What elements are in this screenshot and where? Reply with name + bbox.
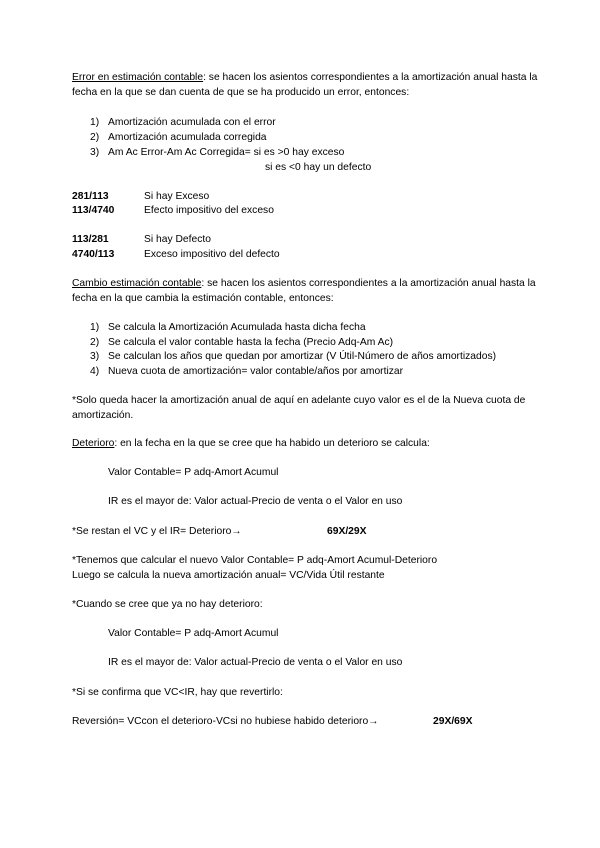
list-item-text: Se calculan los años que quedan por amortizar (V Útil-Número de años amortizados): [108, 351, 497, 362]
deterioro-paragraph: [72, 437, 542, 452]
nuevo-vc-text: *Tenemos que calcular el nuevo Valor Contable= P adq-Amort Acumul-Deterioro: [72, 555, 438, 566]
ir-formula: IR es el mayor de: Valor actual-Precio de venta o el Valor en uso: [108, 657, 403, 668]
error-estimacion-text: : se hacen los asientos correspondientes a la amortización anual hasta la fecha en la que se dan cuenta de que se ha producido un error, entonces:: [72, 72, 538, 98]
entry-description: Si hay Defecto: [144, 234, 211, 245]
entry-code: 281/113: [72, 191, 109, 202]
restan-text: *Se restan el VC y el IR= Deterioro→: [72, 526, 242, 537]
no-deterioro-text: *Cuando se cree que ya no hay deterioro:: [72, 599, 263, 610]
error-estimacion-heading: Error en estimación contable: [72, 72, 204, 83]
list-item-text: Amortización acumulada corregida: [108, 132, 267, 143]
cambio-estimacion-heading: Cambio estimación contable: [72, 278, 202, 289]
list-item-number: 4): [90, 366, 100, 377]
list-item-number: 1): [90, 117, 100, 128]
list-item-number: 1): [90, 322, 100, 333]
list-item-number: 3): [90, 351, 100, 362]
list-item-text: Se calcula el valor contable hasta la fecha (Precio Adq-Am Ac): [108, 337, 394, 348]
confirma-text: *Si se confirma que VC<IR, hay que revertirlo:: [72, 687, 283, 698]
restan-entry-code: 69X/29X: [327, 526, 367, 537]
deterioro-text: : en la fecha en la que se cree que ha habido un deterioro se calcula:: [114, 438, 430, 449]
list-item-text: Am Ac Error-Am Ac Corregida= si es >0 hay exceso: [108, 147, 345, 158]
error-estimacion-paragraph: [72, 71, 542, 100]
entry-description: Exceso impositivo del defecto: [144, 249, 280, 260]
reversion-text: Reversión= VCcon el deterioro-VCsi no hubiese habido deterioro→: [72, 716, 379, 727]
solo-queda-note: *Solo queda hacer la amortización anual de aquí en adelante cuyo valor es el de la Nueva cuota de amortización.: [72, 395, 526, 421]
cambio-estimacion-paragraph: [72, 277, 542, 306]
list-item-text: Se calcula la Amortización Acumulada hasta dicha fecha: [108, 322, 366, 333]
deterioro-heading: Deterioro: [72, 438, 115, 449]
ir-formula: IR es el mayor de: Valor actual-Precio de venta o el Valor en uso: [108, 496, 403, 507]
nueva-amortizacion-text: Luego se calcula la nueva amortización anual= VC/Vida Útil restante: [72, 570, 385, 581]
list-item-number: 2): [90, 337, 100, 348]
list-item-text: Amortización acumulada con el error: [108, 117, 276, 128]
list-item-continuation: si es <0 hay un defecto: [265, 162, 372, 173]
valor-contable-formula: Valor Contable= P adq-Amort Acumul: [108, 467, 279, 478]
entry-code: 113/281: [72, 234, 109, 245]
entry-description: Si hay Exceso: [144, 191, 210, 202]
list-item-number: 3): [90, 147, 100, 158]
entry-description: Efecto impositivo del exceso: [144, 205, 274, 216]
entry-code: 4740/113: [72, 249, 115, 260]
list-item-text: Nueva cuota de amortización= valor contable/años por amortizar: [108, 366, 404, 377]
list-item-number: 2): [90, 132, 100, 143]
cambio-estimacion-text: : se hacen los asientos correspondientes a la amortización anual hasta la fecha en la que cambia la estimación contable, entonces:: [72, 278, 536, 304]
entry-code: 113/4740: [72, 205, 115, 216]
reversion-entry-code: 29X/69X: [433, 716, 473, 727]
valor-contable-formula: Valor Contable= P adq-Amort Acumul: [108, 628, 279, 639]
